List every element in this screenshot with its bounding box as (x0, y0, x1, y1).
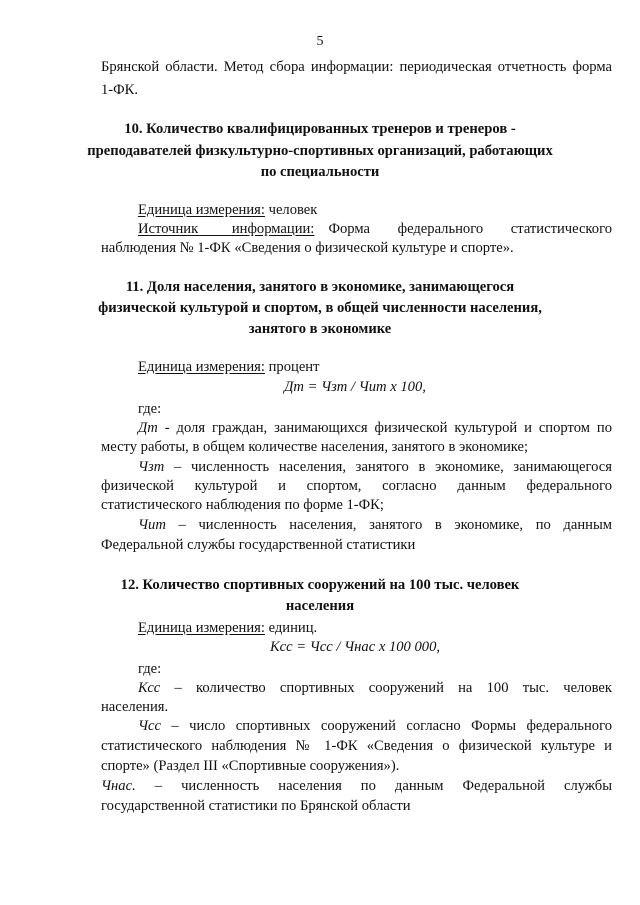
term: Чит (138, 517, 166, 533)
section-12-title-line-1: 12. Количество спортивных сооружений на 100 тыс. человек (120, 577, 520, 593)
definition: – количество спортивных сооружений на 100 тыс. человек (160, 680, 612, 696)
section-12-formula: Кcс = Чсс / Чнас х 100 000, (269, 639, 441, 655)
unit-value: человек (264, 202, 318, 218)
definition: - доля граждан, занимающихся физической культурой и спортом по (157, 420, 612, 436)
source-label: Источник информации: (138, 221, 315, 237)
section-11-def-2 (138, 458, 612, 476)
term: Чсс (138, 718, 162, 734)
section-12-where: где: (138, 661, 162, 677)
section-12-def-3-line-2: государственной статистики по Брянской области (101, 798, 411, 814)
section-10-title-line-3: по специальности (260, 164, 380, 180)
unit-label: Единица измерения: (138, 202, 265, 218)
section-11-def-2-line-2: физической культурой и спортом, согласно данным федерального (101, 478, 612, 494)
section-11-def-1-line-2: месту работы, в общем количестве населения, занятого в экономике; (101, 439, 529, 455)
section-11-formula: Дт = Чзт / Чит х 100, (284, 379, 426, 395)
section-10-title-line-2: преподавателей физкультурно-спортивных организаций, работающих (87, 143, 553, 159)
term: Чнас. (101, 778, 136, 794)
section-11-title-line-3: занятого в экономике (248, 321, 392, 337)
intro-line-1: Брянской области. Метод сбора информации: периодическая отчетность форма (101, 59, 612, 75)
section-11-title-line-2: физической культурой и спортом, в общей численности населения, (98, 300, 542, 316)
section-11-unit (138, 358, 319, 376)
definition: – численность населения, занятого в экономике, занимающегося (164, 459, 612, 475)
section-11-def-3 (138, 516, 612, 534)
term: Чзт (138, 459, 165, 475)
section-12-def-1-line-2: населения. (101, 699, 169, 715)
section-12-def-2-line-3: спорте» (Раздел III «Спортивные сооружения»). (101, 758, 400, 774)
section-12-title-line-2: населения (285, 598, 355, 614)
unit-label: Единица измерения: (138, 620, 265, 636)
section-12-def-3 (101, 777, 612, 795)
section-11-title-line-1: 11. Доля населения, занятого в экономике, занимающегося (125, 279, 515, 295)
section-10-unit (138, 201, 317, 219)
section-11-def-1 (138, 419, 612, 437)
source-value: Форма федерального статистического (328, 221, 612, 237)
section-11-def-2-line-3: статистического наблюдения по форме 1-ФК; (101, 497, 384, 513)
section-12-unit (138, 619, 317, 637)
term: Дт (138, 420, 158, 436)
section-10-source (138, 220, 612, 238)
section-12-def-2 (138, 717, 612, 735)
section-12-def-1 (138, 679, 612, 697)
definition: – численность населения по данным Федеральной службы (135, 778, 612, 794)
unit-value: процент (264, 359, 320, 375)
definition: – число спортивных сооружений согласно Формы федерального (161, 718, 612, 734)
section-10-source-line-2: наблюдения № 1-ФК «Сведения о физической культуре и спорте». (101, 240, 514, 256)
term: Ксс (138, 680, 161, 696)
page-number: 5 (316, 34, 324, 49)
section-11-def-3-line-2: Федеральной службы государственной статистики (101, 537, 416, 553)
section-12-def-2-line-2: статистического наблюдения № 1-ФК «Сведения о физической культуре и (101, 738, 612, 754)
section-11-where: где: (138, 401, 162, 417)
unit-label: Единица измерения: (138, 359, 265, 375)
unit-value: единиц. (264, 620, 318, 636)
intro-line-2: 1-ФК. (101, 82, 139, 98)
section-10-title-line-1: 10. Количество квалифицированных тренеров и тренеров - (124, 121, 516, 137)
definition: – численность населения, занятого в экономике, по данным (165, 517, 612, 533)
